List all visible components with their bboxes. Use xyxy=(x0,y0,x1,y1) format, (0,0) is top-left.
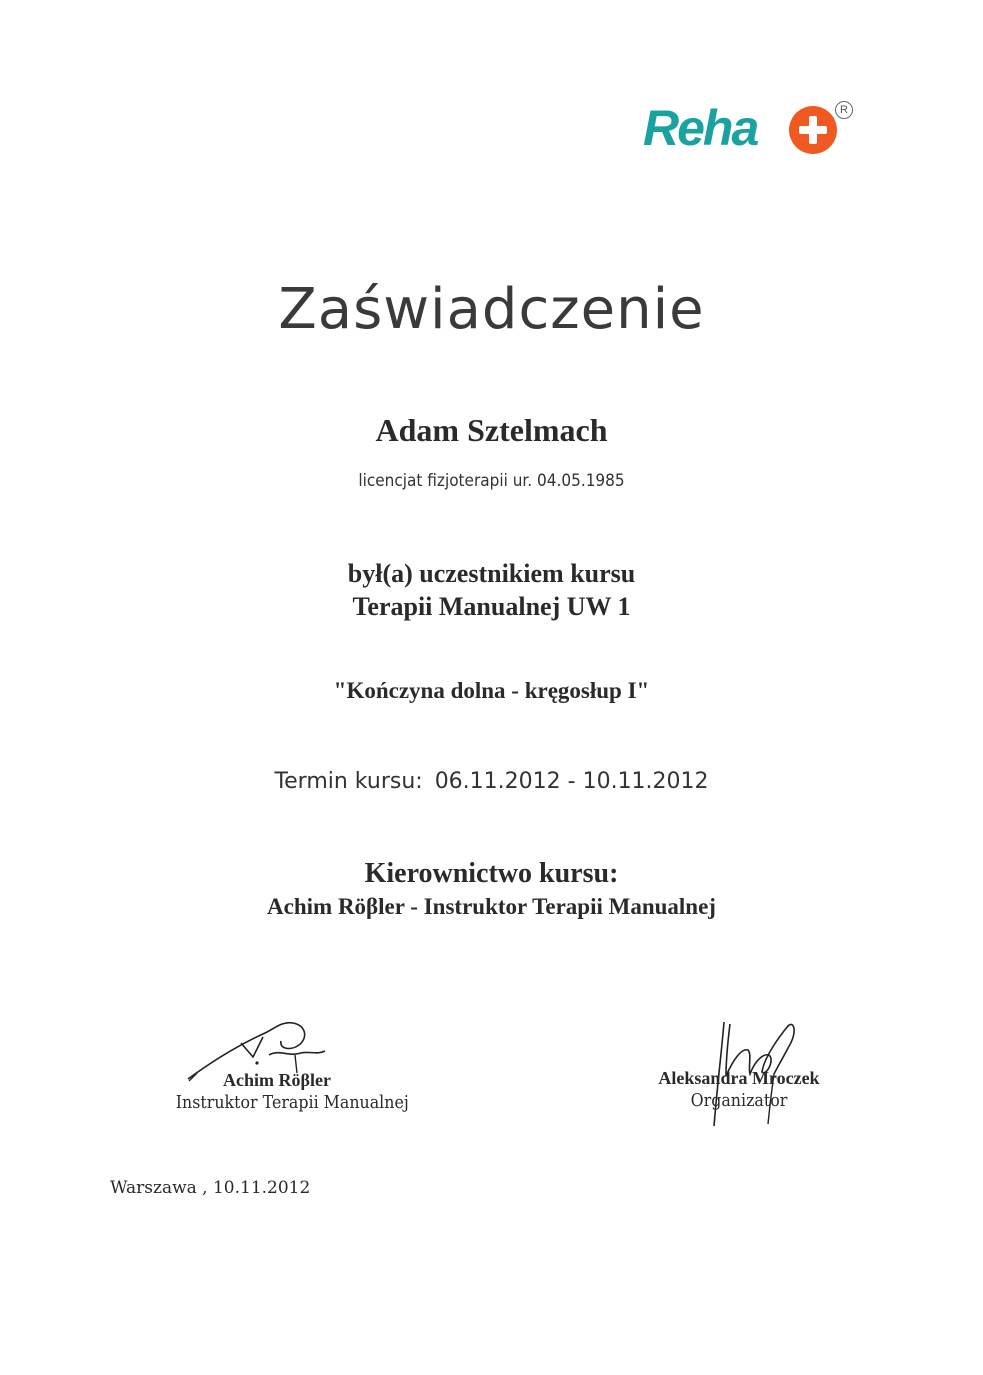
certificate-title: Zaświadczenie xyxy=(278,277,705,342)
signature-role: Organizator xyxy=(690,1090,788,1111)
course-subtitle: "Kończyna dolna - kręgosłup I" xyxy=(333,678,650,703)
reha-plus-logo xyxy=(643,98,858,164)
signature-block-organizer xyxy=(648,1066,830,1112)
signature-block-instructor xyxy=(162,1068,409,1114)
participant-degree: licencjat fizjoterapii ur. 04.05.1985 xyxy=(358,471,625,491)
signature-name: Aleksandra Mroczek xyxy=(658,1068,820,1088)
course-term xyxy=(0,766,983,798)
registered-mark-icon: R xyxy=(835,101,853,119)
course-line-2: Terapii Manualnej UW 1 xyxy=(352,592,631,621)
signature-role: Instruktor Terapii Manualnej xyxy=(175,1092,409,1113)
logo-text: Reha xyxy=(643,100,758,156)
participant-name: Adam Sztelmach xyxy=(375,412,608,448)
term-dates: 06.11.2012 - 10.11.2012 xyxy=(434,769,709,794)
place-and-date: Warszawa , 10.11.2012 xyxy=(110,1178,311,1198)
management-title: Kierownictwo kursu: xyxy=(364,858,619,889)
plus-icon xyxy=(789,106,837,154)
term-label: Termin kursu: xyxy=(274,769,423,794)
signature-name: Achim Röβler xyxy=(223,1070,331,1090)
management-person: Achim Röβler - Instruktor Terapii Manualnej xyxy=(267,894,716,919)
course-line-1: był(a) uczestnikiem kursu xyxy=(347,559,636,588)
